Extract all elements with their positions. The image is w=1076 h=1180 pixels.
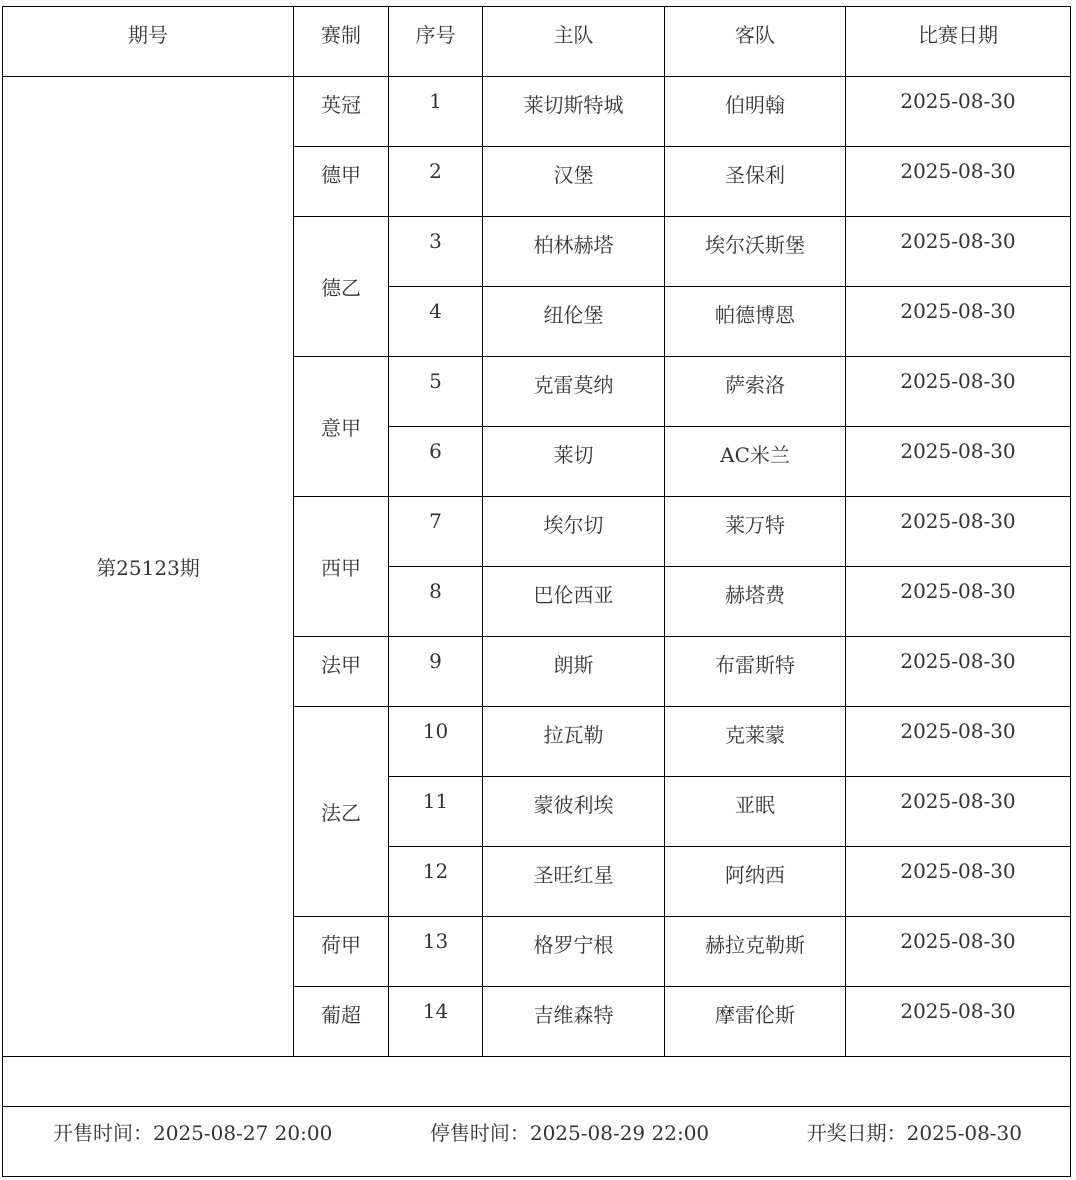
away-team: 克莱蒙 (665, 707, 846, 777)
away-team: 莱万特 (665, 497, 846, 567)
match-row (3, 77, 1071, 147)
match-date: 2025-08-30 (846, 217, 1071, 287)
match-seq: 8 (389, 567, 483, 637)
away-team: 伯明翰 (665, 77, 846, 147)
home-team: 蒙彼利埃 (483, 777, 665, 847)
away-team: 帕德博恩 (665, 287, 846, 357)
league-name: 德乙 (294, 217, 389, 357)
match-seq: 10 (389, 707, 483, 777)
away-team: 赫塔费 (665, 567, 846, 637)
match-date: 2025-08-30 (846, 427, 1071, 497)
header-row (3, 7, 1071, 77)
sale-info (3, 1117, 1070, 1146)
league-name: 德甲 (294, 147, 389, 217)
sale-stop-time: 停售时间：2025-08-29 22:00 (429, 1121, 710, 1145)
match-seq: 7 (389, 497, 483, 567)
away-team: AC米兰 (665, 427, 846, 497)
away-team: 圣保利 (665, 147, 846, 217)
match-seq: 4 (389, 287, 483, 357)
away-team: 赫拉克勒斯 (665, 917, 846, 987)
match-date: 2025-08-30 (846, 147, 1071, 217)
home-team: 朗斯 (483, 637, 665, 707)
home-team: 莱切斯特城 (483, 77, 665, 147)
match-seq: 14 (389, 987, 483, 1057)
match-date: 2025-08-30 (846, 357, 1071, 427)
match-date: 2025-08-30 (846, 637, 1071, 707)
header-seq: 序号 (389, 7, 483, 77)
match-date: 2025-08-30 (846, 497, 1071, 567)
home-team: 格罗宁根 (483, 917, 665, 987)
home-team: 巴伦西亚 (483, 567, 665, 637)
away-team: 埃尔沃斯堡 (665, 217, 846, 287)
match-seq: 12 (389, 847, 483, 917)
header-date: 比赛日期 (846, 7, 1071, 77)
home-team: 拉瓦勒 (483, 707, 665, 777)
header-away: 客队 (665, 7, 846, 77)
away-team: 萨索洛 (665, 357, 846, 427)
away-team: 阿纳西 (665, 847, 846, 917)
blank-row (3, 1057, 1071, 1107)
league-name: 荷甲 (294, 917, 389, 987)
home-team: 汉堡 (483, 147, 665, 217)
match-seq: 9 (389, 637, 483, 707)
match-body (3, 77, 1071, 1177)
match-seq: 11 (389, 777, 483, 847)
header-league: 赛制 (294, 7, 389, 77)
header-home: 主队 (483, 7, 665, 77)
league-name: 意甲 (294, 357, 389, 497)
issue-number: 第25123期 (3, 77, 294, 1057)
match-schedule-table (2, 6, 1071, 1177)
footer-cell (3, 1107, 1071, 1177)
home-team: 埃尔切 (483, 497, 665, 567)
match-date: 2025-08-30 (846, 77, 1071, 147)
match-date: 2025-08-30 (846, 917, 1071, 987)
league-name: 英冠 (294, 77, 389, 147)
match-seq: 2 (389, 147, 483, 217)
league-name: 葡超 (294, 987, 389, 1057)
match-seq: 13 (389, 917, 483, 987)
away-team: 布雷斯特 (665, 637, 846, 707)
home-team: 圣旺红星 (483, 847, 665, 917)
home-team: 克雷莫纳 (483, 357, 665, 427)
match-date: 2025-08-30 (846, 567, 1071, 637)
league-name: 西甲 (294, 497, 389, 637)
draw-date: 开奖日期：2025-08-30 (806, 1121, 1022, 1145)
home-team: 纽伦堡 (483, 287, 665, 357)
match-date: 2025-08-30 (846, 707, 1071, 777)
away-team: 亚眠 (665, 777, 846, 847)
header-issue: 期号 (3, 7, 294, 77)
match-date: 2025-08-30 (846, 987, 1071, 1057)
home-team: 莱切 (483, 427, 665, 497)
league-name: 法甲 (294, 637, 389, 707)
away-team: 摩雷伦斯 (665, 987, 846, 1057)
match-date: 2025-08-30 (846, 777, 1071, 847)
sale-start-time: 开售时间：2025-08-27 20:00 (53, 1121, 333, 1145)
match-seq: 5 (389, 357, 483, 427)
home-team: 柏林赫塔 (483, 217, 665, 287)
match-date: 2025-08-30 (846, 287, 1071, 357)
blank-cell (3, 1057, 1071, 1107)
match-seq: 3 (389, 217, 483, 287)
match-date: 2025-08-30 (846, 847, 1071, 917)
footer-row (3, 1107, 1071, 1177)
match-seq: 6 (389, 427, 483, 497)
match-seq: 1 (389, 77, 483, 147)
home-team: 吉维森特 (483, 987, 665, 1057)
league-name: 法乙 (294, 707, 389, 917)
